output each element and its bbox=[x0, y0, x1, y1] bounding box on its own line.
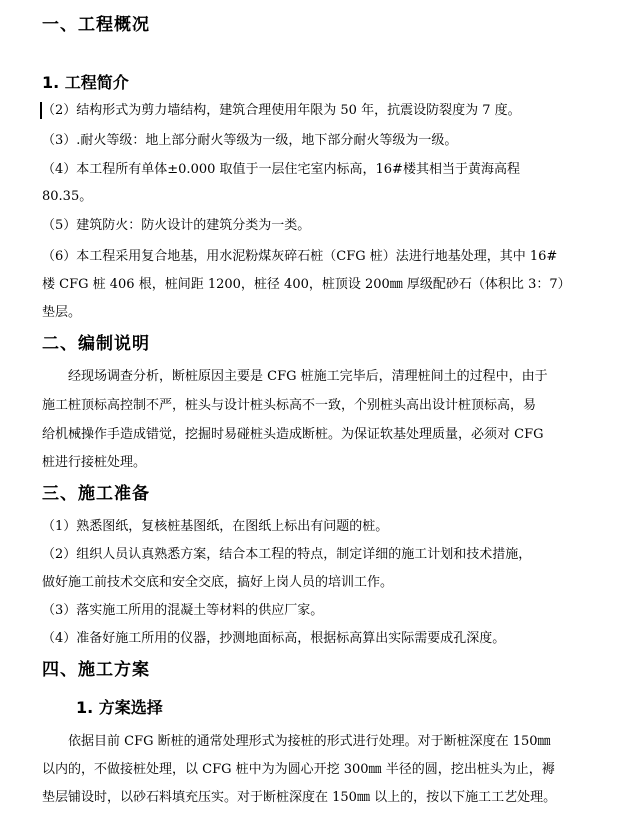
paragraph-line: （4）准备好施工所用的仪器，抄测地面标高，根据标高算出实际需要成孔深度。 bbox=[42, 631, 506, 646]
section-heading-overview: 一、工程概况 bbox=[42, 15, 150, 35]
paragraph-line: 依据目前 CFG 断桩的通常处理形式为接桩的形式进行处理。对于断桩深度在 150㎜ bbox=[68, 734, 551, 749]
section-heading-compilation: 二、编制说明 bbox=[42, 334, 150, 354]
paragraph-line: （4）本工程所有单体±0.000 取值于一层住宅室内标高，16#楼其相当于黄海高程 bbox=[42, 162, 520, 177]
paragraph-line: 经现场调查分析，断桩原因主要是 CFG 桩施工完毕后，清理桩间土的过程中，由于 bbox=[68, 369, 548, 384]
subheading-project-intro: 1. 工程简介 bbox=[42, 73, 129, 92]
paragraph-line: 80.35。 bbox=[42, 189, 93, 204]
paragraph-line: （5）建筑防火：防火设计的建筑分类为一类。 bbox=[42, 218, 311, 233]
paragraph-line: 施工桩顶标高控制不严，桩头与设计桩头标高不一致，个别桩头高出设计桩顶标高，易 bbox=[42, 398, 537, 413]
paragraph-line: 给机械操作手造成错觉，挖掘时易碰桩头造成断桩。为保证软基处理质量，必须对 CFG bbox=[42, 427, 544, 442]
section-heading-plan: 四、施工方案 bbox=[42, 660, 150, 680]
subheading-plan-selection: 1. 方案选择 bbox=[76, 698, 163, 717]
paragraph-line: 桩进行接桩处理。 bbox=[42, 455, 147, 470]
paragraph-line: 垫层。 bbox=[42, 305, 82, 320]
paragraph-line: 垫层铺设时，以砂石料填充压实。对于断桩深度在 150㎜ 以上的，按以下施工工艺处理。 bbox=[42, 790, 557, 805]
paragraph-line: （3）落实施工所用的混凝土等材料的供应厂家。 bbox=[42, 603, 324, 618]
paragraph-line: （1）熟悉图纸，复核桩基图纸，在图纸上标出有问题的桩。 bbox=[42, 519, 389, 534]
paragraph-line: 做好施工前技术交底和安全交底，搞好上岗人员的培训工作。 bbox=[42, 575, 394, 590]
section-heading-preparation: 三、施工准备 bbox=[42, 484, 150, 504]
paragraph-line: 楼 CFG 桩 406 根，桩间距 1200，桩径 400，桩顶设 200㎜ 厚级配砂石（体积比 3：7） bbox=[42, 277, 571, 292]
paragraph-line: （3）.耐火等级：地上部分耐火等级为一级，地下部分耐火等级为一级。 bbox=[42, 133, 458, 148]
paragraph-line: （2）结构形式为剪力墙结构，建筑合理使用年限为 50 年，抗震设防裂度为 7 度。 bbox=[42, 103, 521, 118]
paragraph-line: （6）本工程采用复合地基，用水泥粉煤灰碎石桩（CFG 桩）法进行地基处理，其中 16# bbox=[42, 249, 558, 264]
paragraph-line: （2）组织人员认真熟悉方案，结合本工程的特点，制定详细的施工计划和技术措施， bbox=[42, 547, 532, 562]
paragraph-line: 以内的，不做接桩处理，以 CFG 桩中为为圆心开挖 300㎜ 半径的圆，挖出桩头为止，褥 bbox=[42, 762, 555, 777]
